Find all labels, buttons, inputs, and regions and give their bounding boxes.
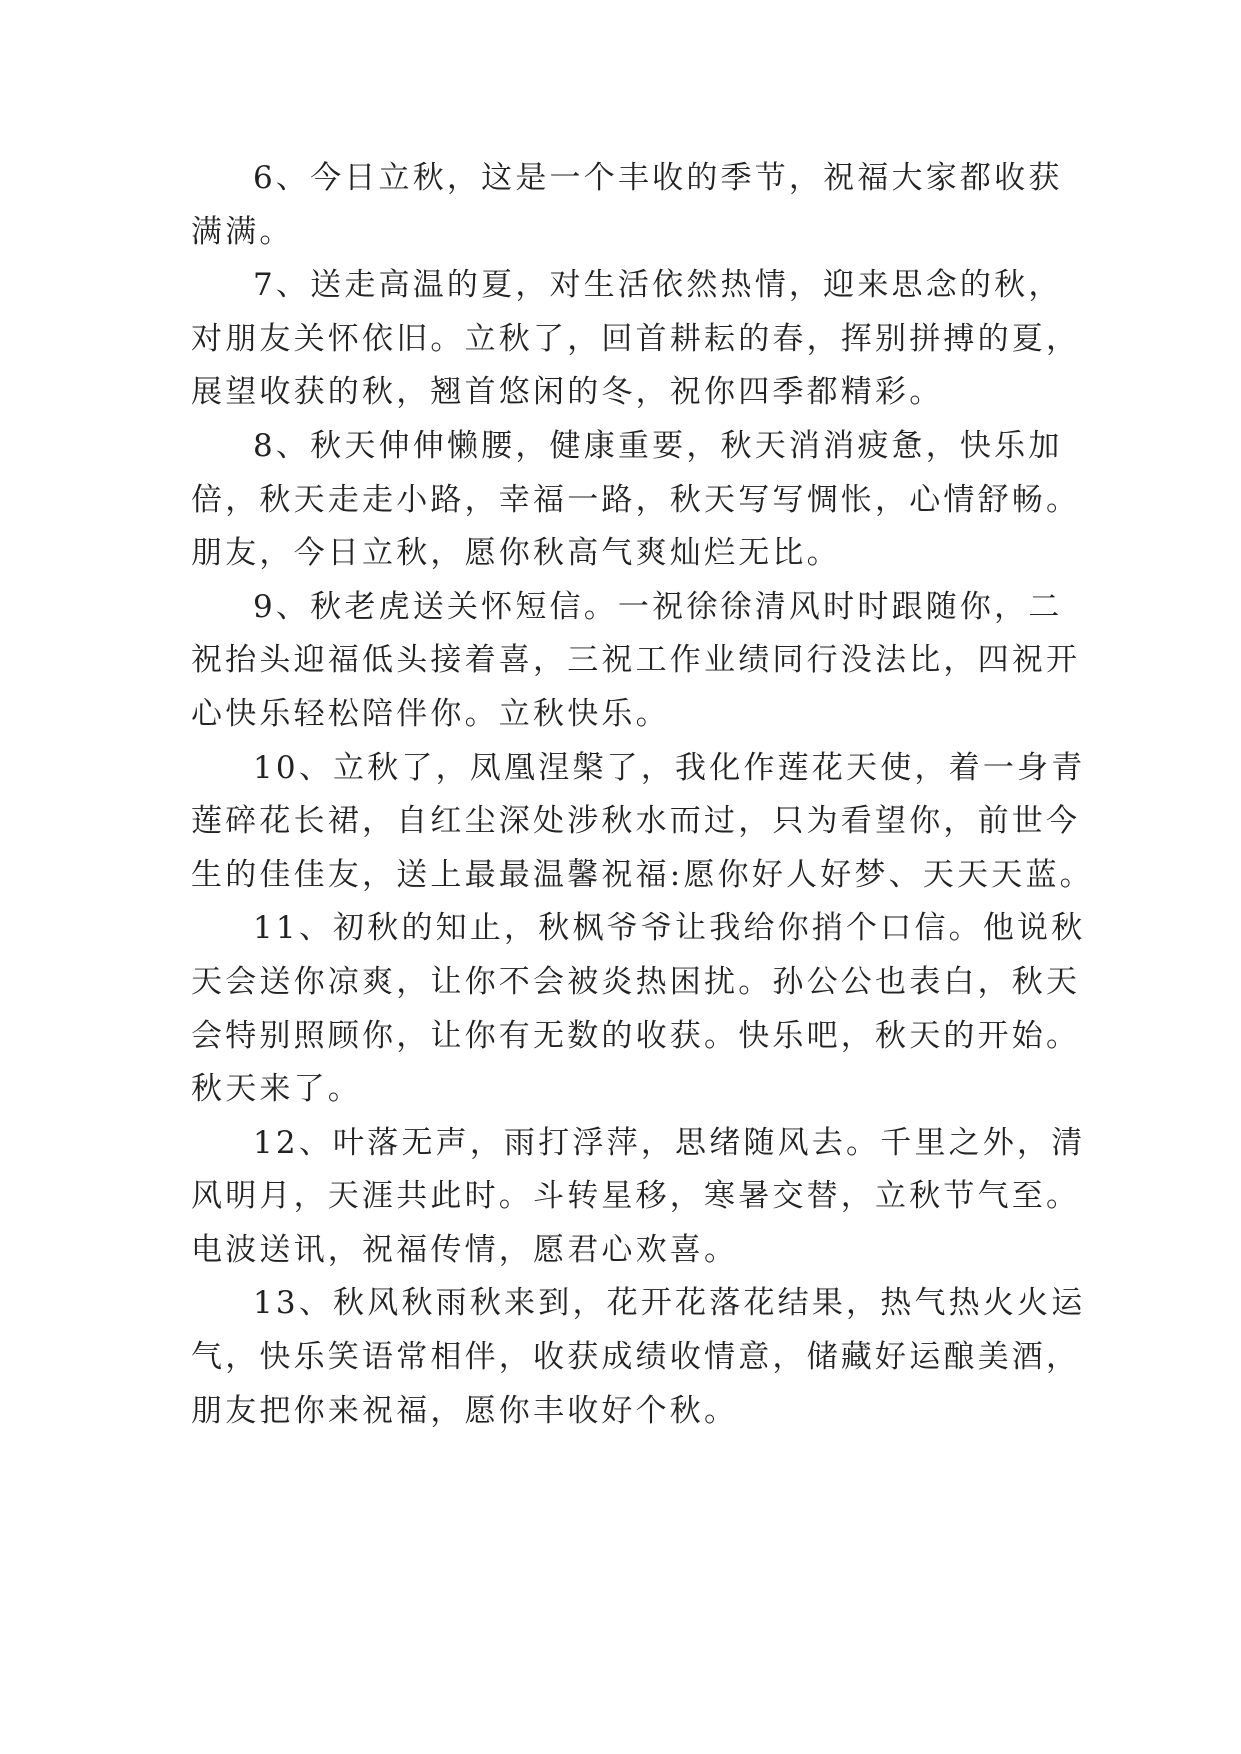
paragraph-9 xyxy=(191,581,1081,742)
text-line: 天会送你凉爽，让你不会被炎热困扰。孙公公也表白，秋天 xyxy=(191,963,1081,1000)
text-line: 朋友把你来祝福，愿你丰收好个秋。 xyxy=(191,1392,739,1429)
text-line: 秋天来了。 xyxy=(191,1071,362,1108)
paragraph-8 xyxy=(191,420,1081,581)
paragraph-10 xyxy=(191,742,1094,903)
text-line: 11、初秋的知止，秋枫爷爷让我给你捎个口信。他说秋 xyxy=(253,910,1086,947)
text-line: 电波送讯，祝福传情，愿君心欢喜。 xyxy=(191,1231,739,1268)
text-line: 心快乐轻松陪伴你。立秋快乐。 xyxy=(191,695,670,732)
text-line: 祝抬头迎福低头接着喜，三祝工作业绩同行没法比，四祝开 xyxy=(191,642,1081,679)
paragraph-11 xyxy=(191,902,1086,1116)
paragraph-6 xyxy=(191,152,1071,259)
text-line: 7、送走高温的夏，对生活依然热情，迎来思念的秋， xyxy=(253,267,1063,304)
text-line: 满满。 xyxy=(191,213,294,250)
text-line: 8、秋天伸伸懒腰，健康重要，秋天消消疲惫，快乐加 xyxy=(253,427,1063,464)
text-line: 倍，秋天走走小路，幸福一路，秋天写写惆怅，心情舒畅。 xyxy=(191,481,1081,518)
text-line: 风明月，天涯共此时。斗转星移，寒暑交替，立秋节气至。 xyxy=(191,1178,1081,1215)
text-line: 气，快乐笑语常相伴，收获成绩收情意，储藏好运酿美酒， xyxy=(191,1339,1081,1376)
paragraph-7 xyxy=(191,259,1081,420)
text-line: 10、立秋了，凤凰涅槃了，我化作莲花天使，着一身青 xyxy=(253,749,1086,786)
paragraph-13 xyxy=(191,1277,1086,1438)
text-line: 朋友，今日立秋，愿你秋高气爽灿烂无比。 xyxy=(191,535,841,572)
text-line: 12、叶落无声，雨打浮萍，思绪随风去。千里之外，清 xyxy=(253,1124,1086,1161)
text-line: 莲碎花长裙，自红尘深处涉秋水而过，只为看望你，前世今 xyxy=(191,803,1081,840)
document-body xyxy=(191,152,1094,1438)
text-line: 对朋友关怀依旧。立秋了，回首耕耘的春，挥别拼搏的夏， xyxy=(191,320,1081,357)
text-line: 13、秋风秋雨秋来到，花开花落花结果，热气热火火运 xyxy=(253,1285,1086,1322)
paragraph-12 xyxy=(191,1117,1086,1278)
text-line: 生的佳佳友，送上最最温馨祝福:愿你好人好梦、天天天蓝。 xyxy=(191,856,1094,893)
text-line: 会特别照顾你，让你有无数的收获。快乐吧，秋天的开始。 xyxy=(191,1017,1081,1054)
text-line: 展望收获的秋，翘首悠闲的冬，祝你四季都精彩。 xyxy=(191,374,944,411)
text-line: 9、秋老虎送关怀短信。一祝徐徐清风时时跟随你，二 xyxy=(253,588,1063,625)
text-line: 6、今日立秋，这是一个丰收的季节，祝福大家都收获 xyxy=(253,160,1063,196)
